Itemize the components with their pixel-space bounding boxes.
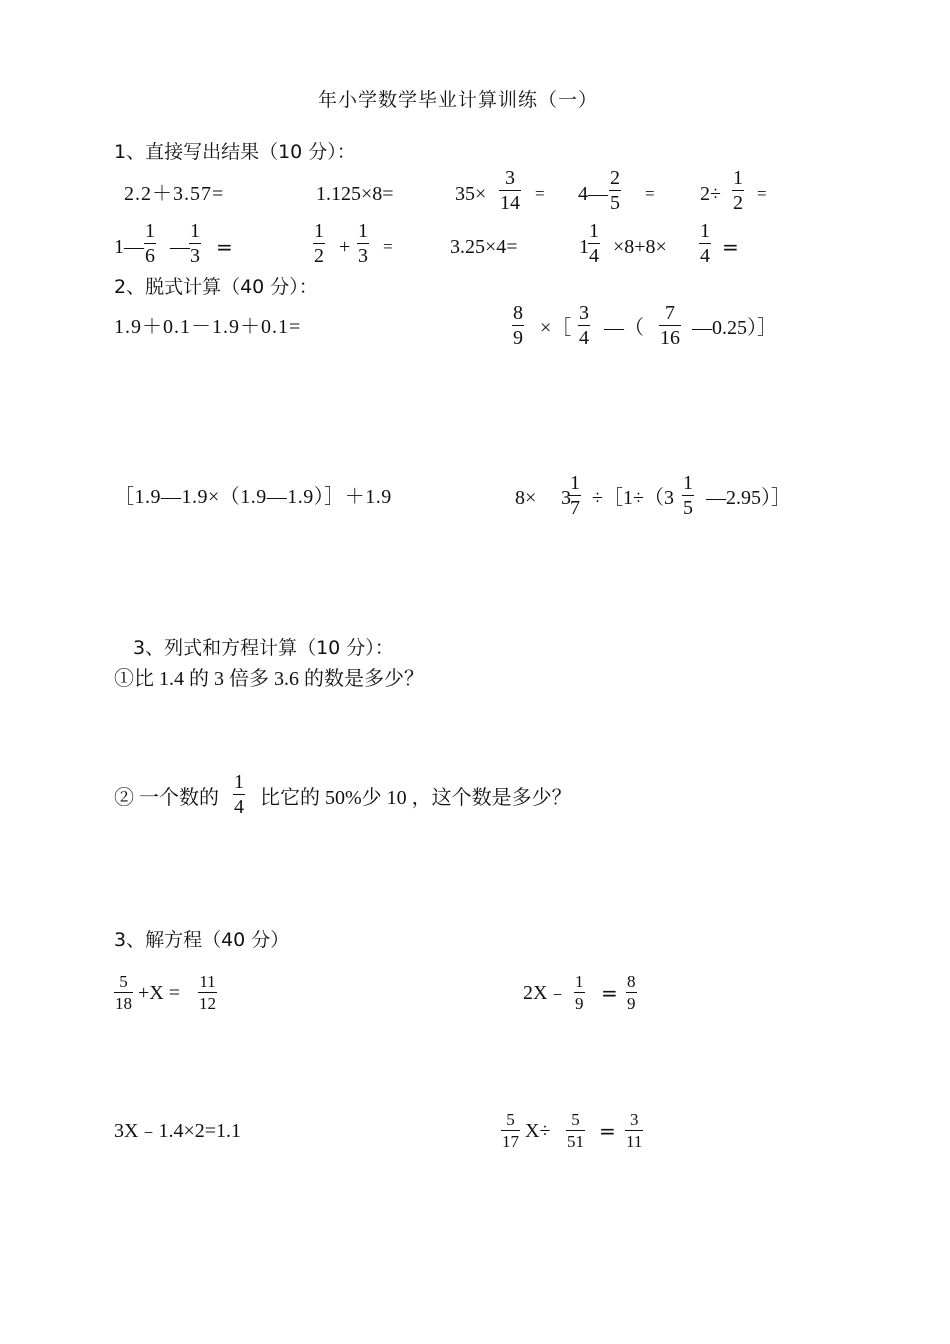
- denominator: 7: [570, 497, 580, 519]
- s4-eq4-equals: =: [599, 1119, 616, 1143]
- s1-expr-3-equals: =: [535, 184, 545, 203]
- s4-eq3: 3X﹣1.4×2=1.1: [114, 1120, 242, 1142]
- numerator: 1: [733, 167, 743, 189]
- denominator: 4: [700, 245, 710, 267]
- denominator: 17: [502, 1132, 519, 1151]
- s1-expr-3-prefix: 35×: [455, 183, 487, 205]
- numerator: 7: [665, 302, 675, 324]
- denominator: 11: [626, 1132, 643, 1151]
- s1-expr-5-prefix: 2÷: [700, 183, 721, 205]
- s3-question-2-suffix: 比它的 50%少 10 ，这个数是多少？: [260, 787, 572, 809]
- denominator: 9: [513, 327, 523, 349]
- section2-heading: 2、脱式计算（40 分）：: [114, 276, 318, 298]
- denominator: 4: [589, 245, 599, 267]
- denominator: 16: [660, 327, 680, 349]
- denominator: 6: [145, 245, 155, 267]
- numerator: 1: [570, 472, 580, 494]
- numerator: 1: [190, 220, 200, 242]
- s2-problem-4-fraction-2: [682, 472, 694, 519]
- s1-expr-9-fraction-2: [699, 220, 711, 267]
- denominator: 51: [567, 1132, 584, 1151]
- denominator: 12: [199, 994, 216, 1013]
- section3-heading: 3、列式和方程计算（10 分）：: [133, 637, 394, 659]
- s2-problem-2-part-1: ×［: [540, 317, 572, 339]
- s4-eq1-fraction-2: [198, 972, 217, 1013]
- denominator: 2: [314, 245, 324, 267]
- s4-eq1-middle: +X =: [138, 982, 181, 1004]
- numerator: 1: [145, 220, 155, 242]
- s1-expr-7-plus: +: [339, 236, 351, 258]
- denominator: 4: [234, 796, 244, 818]
- numerator: 1: [589, 220, 599, 242]
- numerator: 2: [610, 167, 620, 189]
- numerator: 1: [314, 220, 324, 242]
- numerator: 11: [199, 972, 216, 991]
- s2-problem-3: ［1.9—1.9×（1.9—1.9）］＋1.9: [114, 486, 392, 508]
- denominator: 5: [683, 497, 693, 519]
- numerator: 1: [683, 472, 693, 494]
- s1-expr-9-fraction-1: [588, 220, 600, 267]
- s1-expr-5-fraction: [732, 167, 744, 214]
- denominator: 9: [627, 994, 636, 1013]
- s2-problem-2-fraction-3: [659, 302, 681, 349]
- numerator: 8: [513, 302, 523, 324]
- s4-eq4-middle: X÷: [525, 1120, 551, 1142]
- s1-expr-3-fraction: [499, 167, 521, 214]
- denominator: 9: [575, 994, 584, 1013]
- s1-expr-8: 3.25×4=: [450, 236, 518, 258]
- s1-expr-7-fraction-2: [357, 220, 369, 267]
- s1-expr-2: 1.125×8=: [316, 183, 394, 205]
- s1-expr-4-equals: =: [645, 184, 655, 203]
- s2-problem-1: 1.9＋0.1－1.9＋0.1=: [114, 316, 302, 338]
- s1-expr-4-fraction: [609, 167, 621, 214]
- denominator: 5: [610, 192, 620, 214]
- s3-question-2-prefix: ② 一个数的: [114, 787, 219, 809]
- s1-expr-1: 2.2＋3.57=: [124, 183, 225, 205]
- s4-eq2-fraction-2: [626, 972, 637, 1013]
- s3-question-2-fraction: [233, 771, 245, 818]
- s4-eq4-fraction-1: [501, 1110, 520, 1151]
- denominator: 2: [733, 192, 743, 214]
- denominator: 3: [358, 245, 368, 267]
- s1-expr-6-prefix: 1—: [114, 236, 144, 258]
- s3-question-1: ①比 1.4 的 3 倍多 3.6 的数是多少？: [114, 668, 424, 690]
- s4-eq2-prefix: 2X﹣: [523, 982, 568, 1004]
- s1-expr-6-minus: —: [170, 236, 190, 258]
- s2-problem-4-prefix: 8×: [515, 487, 537, 509]
- numerator: 5: [571, 1110, 580, 1129]
- numerator: 3: [579, 302, 589, 324]
- s4-eq4-fraction-2: [566, 1110, 585, 1151]
- section4-heading: 3、解方程（40 分）: [114, 929, 290, 951]
- s2-problem-4-fraction-1: [569, 472, 581, 519]
- page-title: 年小学数学毕业计算训练（一）: [318, 89, 599, 111]
- numerator: 3: [629, 1110, 639, 1129]
- numerator: 1: [700, 220, 710, 242]
- numerator: 5: [506, 1110, 515, 1129]
- denominator: 3: [190, 245, 200, 267]
- numerator: 5: [119, 972, 128, 991]
- s2-problem-2-part-3: —0.25）］: [692, 317, 777, 339]
- s2-problem-4-middle: ÷［1÷（3: [592, 487, 674, 509]
- s2-problem-2-part-2: —（: [604, 317, 644, 339]
- s1-expr-7-equals: =: [383, 237, 393, 256]
- s2-problem-2-fraction-1: [512, 302, 524, 349]
- s4-eq4-fraction-3: [625, 1110, 643, 1151]
- s1-expr-7-fraction-1: [313, 220, 325, 267]
- s1-expr-9-equals: =: [722, 235, 739, 259]
- s1-expr-4-prefix: 4—: [578, 183, 608, 205]
- section1-heading: 1、直接写出结果（10 分）：: [114, 141, 356, 163]
- s2-problem-2-fraction-2: [578, 302, 590, 349]
- numerator: 1: [358, 220, 368, 242]
- numerator: 1: [234, 771, 244, 793]
- s2-problem-4-suffix: —2.95）］: [706, 487, 791, 509]
- s2-problem-4-whole: 3: [561, 487, 571, 509]
- s4-eq2-equals: =: [601, 981, 618, 1005]
- numerator: 1: [575, 972, 584, 991]
- denominator: 14: [500, 192, 520, 214]
- s1-expr-6-fraction-1: [144, 220, 156, 267]
- numerator: 3: [505, 167, 515, 189]
- s4-eq2-fraction-1: [574, 972, 585, 1013]
- s1-expr-6-equals: =: [216, 235, 233, 259]
- denominator: 4: [579, 327, 589, 349]
- s1-expr-9-middle: ×8+8×: [613, 236, 667, 258]
- s1-expr-9-whole: 1: [579, 236, 589, 258]
- s1-expr-6-fraction-2: [189, 220, 201, 267]
- numerator: 8: [627, 972, 636, 991]
- s4-eq1-fraction-1: [114, 972, 133, 1013]
- s1-expr-5-equals: =: [757, 184, 767, 203]
- denominator: 18: [115, 994, 132, 1013]
